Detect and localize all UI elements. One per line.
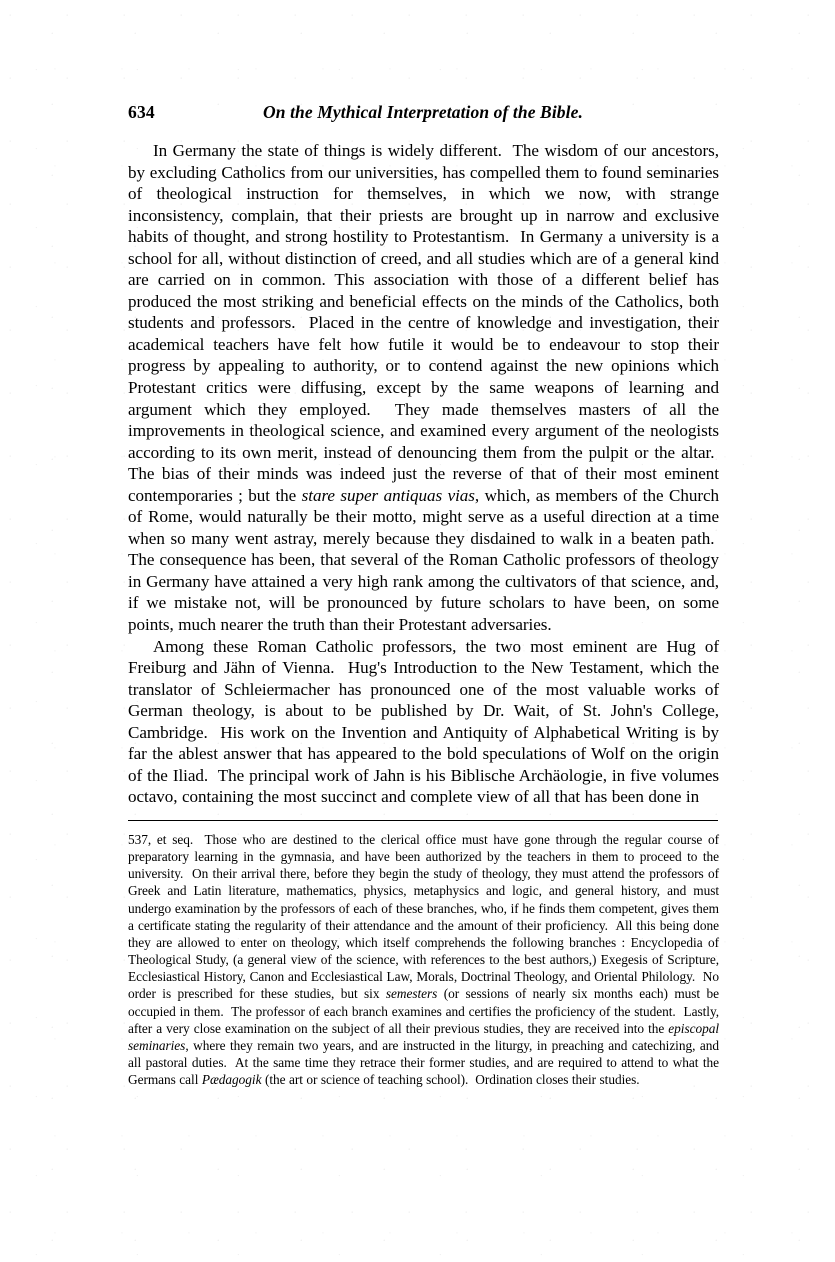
footnote-text-block [128,831,719,1088]
body-text-block [128,140,719,808]
footnote-paragraph-1: 537, et seq. Those who are destined to the clerical office must have gone through the regular course of preparatory learning in the gymnasia, and have been authorized by the teachers in them to proceed to the university. On their arrival there, before they begin the study of theology, they must attend the professors of Greek and Latin literature, mathematics, physics, metaphysics and logic, and general history, and must undergo examination by the professors of each of these branches, who, if he finds them competent, gives them a certificate stating the regularity of their attendance and the amount of their proficiency. All this being done they are allowed to enter on theology, which itself comprehends the following branches : Encyclopedia of Theological Study, (a general view of the science, with references to the best authors,) Exegesis of Scripture, Ecclesiastical History, Canon and Ecclesiastical Law, Morals, Doctrinal Theology, and Oriental Philology. No order is prescribed for these studies, but six semesters (or sessions of nearly six months each) must be occupied in them. The professor of each branch examines and certifies the proficiency of the student. Lastly, after a very close examination on the subject of all their previous studies, they are received into the episcopal seminaries, where they remain two years, and are instructed in the liturgy, in preaching and catechizing, and all pastoral duties. At the same time they retrace their former studies, and are required to attend to what the Germans call Pædagogik (the art or science of teaching school). Ordination closes their studies. [128,832,719,1088]
footnote-separator-rule [128,820,718,821]
page-folio-number: 634 [128,102,155,122]
body-paragraph-2: Among these Roman Catholic professors, the two most eminent are Hug of Freiburg and Jähn of Vienna. Hug's Introduction to the New Testament, which the translator of Schleiermacher has pronounced one of the most valuable works of German theology, is about to be published by Dr. Wait, of St. John's College, Cambridge. His work on the Invention and Antiquity of Alphabetical Writing is by far the ablest answer that has appeared to the bold speculations of Wolf on the origin of the Iliad. The principal work of Jahn is his Biblische Archäologie, in five volumes octavo, containing the most succinct and complete view of all that has been done in [128,636,719,807]
running-head [128,102,718,124]
body-paragraph-1: In Germany the state of things is widely different. The wisdom of our ancestors, by excluding Catholics from our universities, has compelled them to found seminaries of theological instruction for themselves, in which we now, with strange inconsistency, complain, that their priests are brought up in narrow and exclusive habits of thought, and strong hostility to Protestantism. In Germany a university is a school for all, without distinction of creed, and all studies which are of a general kind are carried on in common. This association with those of a different belief has produced the most striking and beneficial effects on the minds of the Catholics, both students and professors. Placed in the centre of knowledge and investigation, their academical teachers have felt how futile it would be to endeavour to stop their progress by appealing to authority, or to contend against the new opinions which Protestant critics were diffusing, except by the same weapons of learning and argument which they employed. They made themselves masters of all the improvements in theological science, and examined every argument of the neologists according to its own merit, instead of denouncing them from the pulpit or the altar. The bias of their minds was indeed just the reverse of that of their most eminent contemporaries ; but the stare super antiquas vias, which, as members of the Church of Rome, would naturally be their motto, might serve as a useful direction at a time when so many went astray, merely because they disdained to walk in a beaten path. The consequence has been, that several of the Roman Catholic professors of theology in Germany have attained a very high rank among the cultivators of that science, and, if we mistake not, will be pronounced by future scholars to have been, on some points, much nearer the truth than their Protestant adversaries. [128,141,719,635]
running-title: On the Mythical Interpretation of the Bible. [263,102,583,122]
